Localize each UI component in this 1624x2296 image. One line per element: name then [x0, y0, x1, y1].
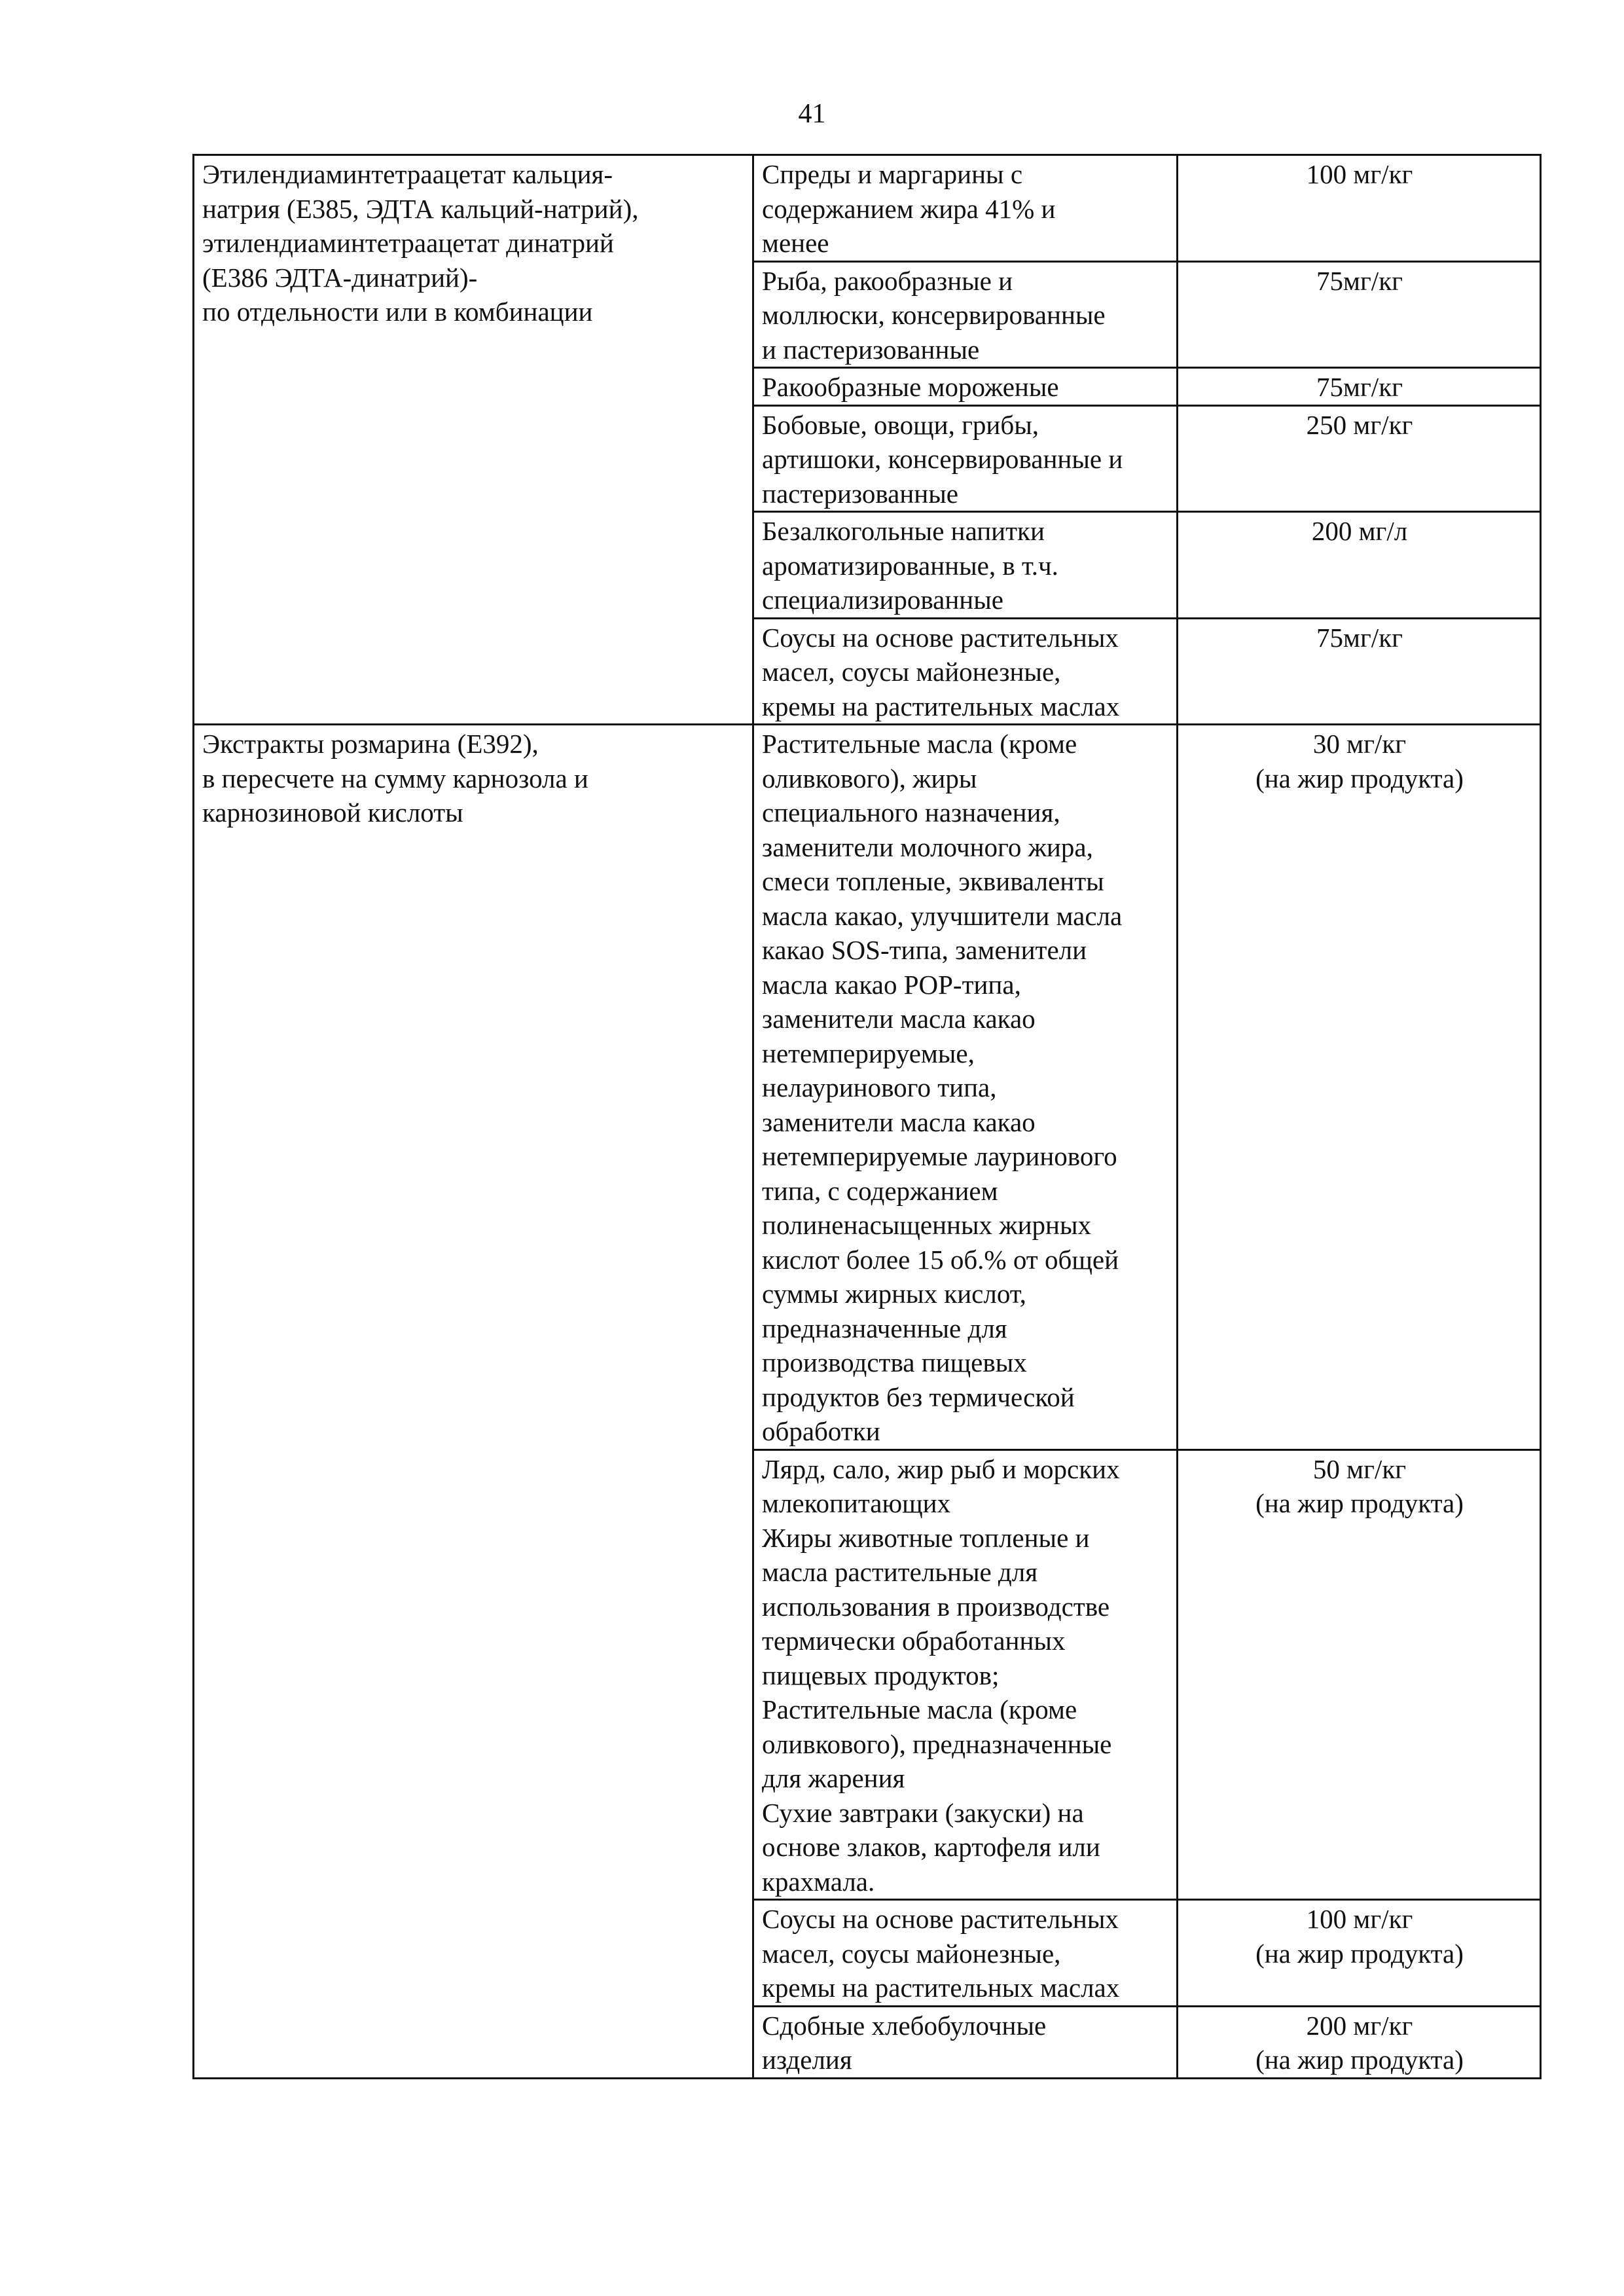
text-line: кремы на растительных маслах: [762, 691, 1120, 721]
text-line: содержанием жира 41% и: [762, 193, 1056, 224]
page-number: 41: [798, 99, 826, 129]
norm-cell: [1178, 155, 1541, 262]
text-line: масла растительные для: [762, 1557, 1038, 1587]
text-line: 75мг/кг: [1316, 265, 1403, 296]
text-line: Бобовые, овощи, грибы,: [762, 409, 1039, 440]
text-line: карнозиновой кислоты: [202, 797, 463, 828]
norm-cell: [1178, 1900, 1541, 2007]
text-line: 30 мг/кг: [1312, 729, 1407, 759]
norm-cell: [1178, 512, 1541, 619]
text-line: оливкового), жиры: [762, 763, 977, 793]
text-line: Ракообразные мороженые: [762, 372, 1059, 402]
text-line: полиненасыщенных жирных: [762, 1210, 1092, 1240]
text-line: моллюски, консервированные: [762, 300, 1106, 330]
text-line: Сухие завтраки (закуски) на: [762, 1797, 1084, 1828]
text-line: оливкового), предназначенные: [762, 1728, 1112, 1759]
product-cell: [753, 261, 1178, 368]
table-row: [194, 725, 1541, 1450]
text-line: (на жир продукта): [1255, 1938, 1464, 1969]
text-line: Лярд, сало, жир рыб и морских: [762, 1453, 1120, 1484]
text-line: Этилендиаминтетраацетат кальция-: [202, 159, 613, 189]
product-cell: [753, 725, 1178, 1450]
text-line: специализированные: [762, 585, 1003, 615]
text-line: Соусы на основе растительных: [762, 1904, 1119, 1934]
norm-cell: [1178, 725, 1541, 1450]
text-line: (на жир продукта): [1255, 763, 1464, 793]
product-cell: [753, 618, 1178, 725]
text-line: Соусы на основе растительных: [762, 622, 1119, 653]
text-line: 250 мг/кг: [1306, 409, 1413, 440]
text-line: кислот более 15 об.% от общей: [762, 1244, 1119, 1275]
text-line: 100 мг/кг: [1306, 159, 1413, 189]
text-line: Растительные масла (кроме: [762, 729, 1077, 759]
text-line: Рыба, ракообразные и: [762, 265, 1013, 296]
text-line: какао SOS-типа, заменители: [762, 935, 1087, 965]
text-line: суммы жирных кислот,: [762, 1279, 1026, 1309]
text-line: (на жир продукта): [1255, 2045, 1464, 2075]
text-line: нелауринового типа,: [762, 1072, 997, 1102]
text-line: 200 мг/кг: [1306, 2010, 1413, 2041]
text-line: типа, с содержанием: [762, 1175, 998, 1206]
product-cell: [753, 512, 1178, 619]
text-line: предназначенные для: [762, 1313, 1007, 1343]
text-line: масел, соусы майонезные,: [762, 657, 1061, 687]
text-line: Безалкогольные напитки: [762, 516, 1045, 546]
product-cell: [753, 2006, 1178, 2078]
text-line: (на жир продукта): [1255, 1488, 1464, 1518]
text-line: Спреды и маргарины с: [762, 159, 1023, 189]
text-line: (Е386 ЭДТА-динатрий)-: [202, 262, 478, 293]
norm-cell: [1178, 405, 1541, 512]
text-line: заменители масла какао: [762, 1106, 1036, 1137]
text-line: Сдобные хлебобулочные: [762, 2010, 1047, 2041]
text-line: нетемперируемые,: [762, 1038, 975, 1068]
text-line: натрия (Е385, ЭДТА кальций-натрий),: [202, 193, 639, 224]
additive-cell: [194, 725, 753, 2079]
text-line: Экстракты розмарина (Е392),: [202, 729, 539, 759]
norm-cell: [1178, 2006, 1541, 2078]
additives-table: [192, 154, 1542, 2079]
text-line: пищевых продуктов;: [762, 1660, 1000, 1690]
text-line: 75мг/кг: [1316, 622, 1403, 653]
text-line: и пастеризованные: [762, 334, 980, 365]
text-line: нетемперируемые лауринового: [762, 1141, 1117, 1171]
text-line: смеси топленые, эквиваленты: [762, 866, 1104, 896]
text-line: основе злаков, картофеля или: [762, 1832, 1100, 1862]
text-line: обработки: [762, 1416, 880, 1446]
text-line: по отдельности или в комбинации: [202, 297, 593, 327]
product-cell: [753, 1449, 1178, 1900]
text-line: артишоки, консервированные и: [762, 444, 1123, 474]
table-row: [194, 155, 1541, 262]
text-line: Растительные масла (кроме: [762, 1694, 1077, 1724]
text-line: 50 мг/кг: [1312, 1453, 1407, 1484]
text-line: в пересчете на сумму карнозола и: [202, 763, 588, 793]
additive-cell: [194, 155, 753, 725]
text-line: млекопитающих: [762, 1488, 951, 1518]
text-line: продуктов без термической: [762, 1381, 1075, 1412]
text-line: масла какао, улучшители масла: [762, 900, 1123, 931]
text-line: 75мг/кг: [1316, 372, 1403, 402]
text-line: заменители молочного жира,: [762, 831, 1093, 862]
product-cell: [753, 1900, 1178, 2007]
text-line: масла какао POP-типа,: [762, 969, 1021, 1000]
text-line: специального назначения,: [762, 797, 1060, 828]
text-line: масел, соусы майонезные,: [762, 1938, 1061, 1969]
text-line: крахмала.: [762, 1866, 875, 1897]
text-line: Жиры животные топленые и: [762, 1522, 1090, 1553]
text-line: производства пищевых: [762, 1347, 1027, 1377]
text-line: использования в производстве: [762, 1591, 1110, 1622]
text-line: пастеризованные: [762, 478, 958, 509]
text-line: кремы на растительных маслах: [762, 1973, 1120, 2003]
text-line: 100 мг/кг: [1306, 1904, 1413, 1934]
norm-cell: [1178, 1449, 1541, 1900]
text-line: этилендиаминтетраацетат динатрий: [202, 228, 614, 258]
norm-cell: [1178, 618, 1541, 725]
product-cell: [753, 368, 1178, 406]
text-line: ароматизированные, в т.ч.: [762, 550, 1058, 581]
text-line: 200 мг/л: [1311, 516, 1408, 546]
norm-cell: [1178, 368, 1541, 406]
text-line: изделия: [762, 2045, 852, 2075]
text-line: заменители масла какао: [762, 1004, 1036, 1034]
text-line: менее: [762, 228, 829, 258]
norm-cell: [1178, 261, 1541, 368]
text-line: термически обработанных: [762, 1626, 1066, 1656]
product-cell: [753, 155, 1178, 262]
product-cell: [753, 405, 1178, 512]
text-line: для жарения: [762, 1763, 905, 1793]
